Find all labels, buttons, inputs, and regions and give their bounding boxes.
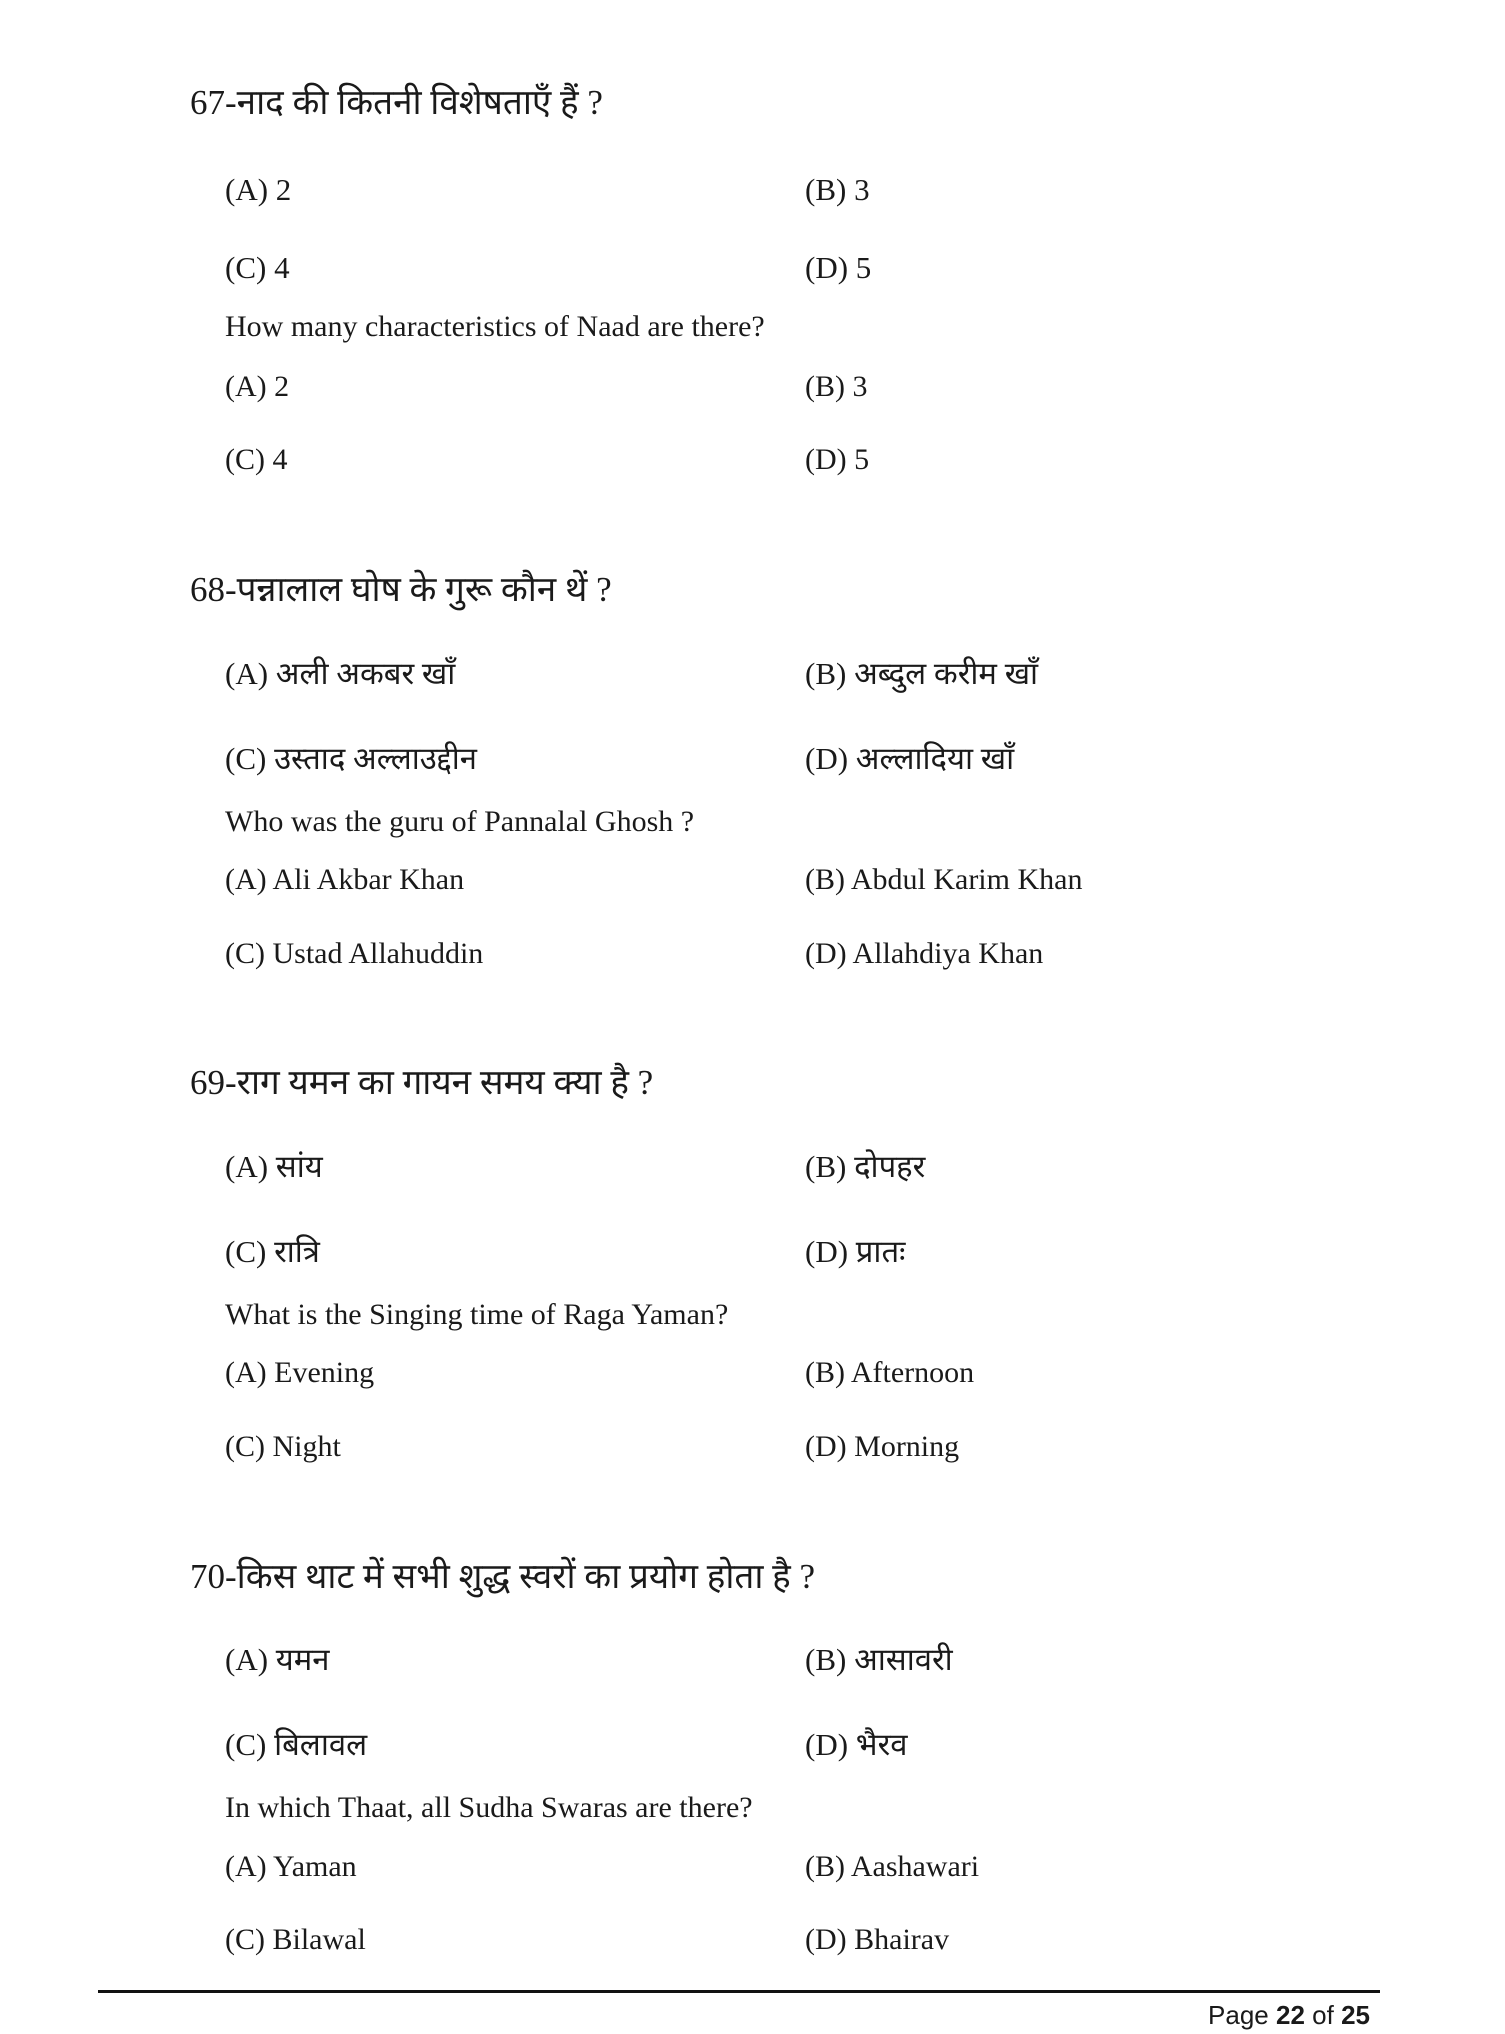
q70-english-option-a: (A) Yaman (225, 1850, 357, 1883)
question-67-hindi: 67-नाद की कितनी विशेषताएँ हैं ? (190, 83, 603, 122)
question-70-english: In which Thaat, all Sudha Swaras are there? (225, 1791, 753, 1824)
question-67-english: How many characteristics of Naad are there? (225, 310, 765, 343)
q70-english-option-c: (C) Bilawal (225, 1923, 366, 1956)
q69-hindi-option-b: (B) दोपहर (805, 1149, 926, 1184)
q70-english-option-b: (B) Aashawari (805, 1850, 980, 1883)
q67-english-option-b: (B) 3 (805, 370, 868, 403)
q67-english-option-c: (C) 4 (225, 443, 288, 476)
q67-hindi-option-d: (D) 5 (805, 250, 872, 285)
q68-english-option-b: (B) Abdul Karim Khan (805, 863, 1083, 896)
question-69-english: What is the Singing time of Raga Yaman? (225, 1298, 729, 1331)
q70-hindi-option-d: (D) भैरव (805, 1727, 908, 1762)
q69-hindi-option-a: (A) सांय (225, 1149, 323, 1184)
q70-hindi-option-b: (B) आसावरी (805, 1642, 953, 1677)
q68-hindi-option-d: (D) अल्लादिया खाँ (805, 741, 1015, 776)
page-prefix: Page (1208, 2000, 1269, 2030)
q67-hindi-option-c: (C) 4 (225, 250, 290, 285)
page-current: 22 (1276, 2000, 1305, 2030)
q69-english-option-a: (A) Evening (225, 1356, 375, 1389)
q69-english-option-b: (B) Afternoon (805, 1356, 975, 1389)
q67-hindi-option-b: (B) 3 (805, 172, 870, 207)
q70-english-option-d: (D) Bhairav (805, 1923, 950, 1956)
question-69-hindi: 69-राग यमन का गायन समय क्या है ? (190, 1063, 654, 1102)
q68-english-option-d: (D) Allahdiya Khan (805, 937, 1044, 970)
question-70-hindi: 70-किस थाट में सभी शुद्ध स्वरों का प्रयोग होता है ? (190, 1557, 816, 1596)
q67-english-option-d: (D) 5 (805, 443, 870, 476)
q68-english-option-c: (C) Ustad Allahuddin (225, 937, 484, 970)
footer-divider (98, 1990, 1380, 1993)
q70-hindi-option-a: (A) यमन (225, 1642, 330, 1677)
question-68-hindi: 68-पन्नालाल घोष के गुरू कौन थें ? (190, 570, 612, 609)
question-68-english: Who was the guru of Pannalal Ghosh ? (225, 805, 695, 838)
page-number (1208, 2000, 1370, 2031)
q69-hindi-option-d: (D) प्रातः (805, 1234, 906, 1269)
page-of: of (1312, 2000, 1334, 2030)
q68-english-option-a: (A) Ali Akbar Khan (225, 863, 465, 896)
q67-hindi-option-a: (A) 2 (225, 172, 292, 207)
q69-hindi-option-c: (C) रात्रि (225, 1234, 320, 1269)
q69-english-option-d: (D) Morning (805, 1430, 960, 1463)
page-total: 25 (1341, 2000, 1370, 2030)
q68-hindi-option-c: (C) उस्ताद अल्लाउद्दीन (225, 741, 477, 776)
q68-hindi-option-b: (B) अब्दुल करीम खाँ (805, 656, 1039, 691)
q69-english-option-c: (C) Night (225, 1430, 341, 1463)
q68-hindi-option-a: (A) अली अकबर खाँ (225, 656, 456, 691)
q70-hindi-option-c: (C) बिलावल (225, 1727, 368, 1762)
q67-english-option-a: (A) 2 (225, 370, 290, 403)
